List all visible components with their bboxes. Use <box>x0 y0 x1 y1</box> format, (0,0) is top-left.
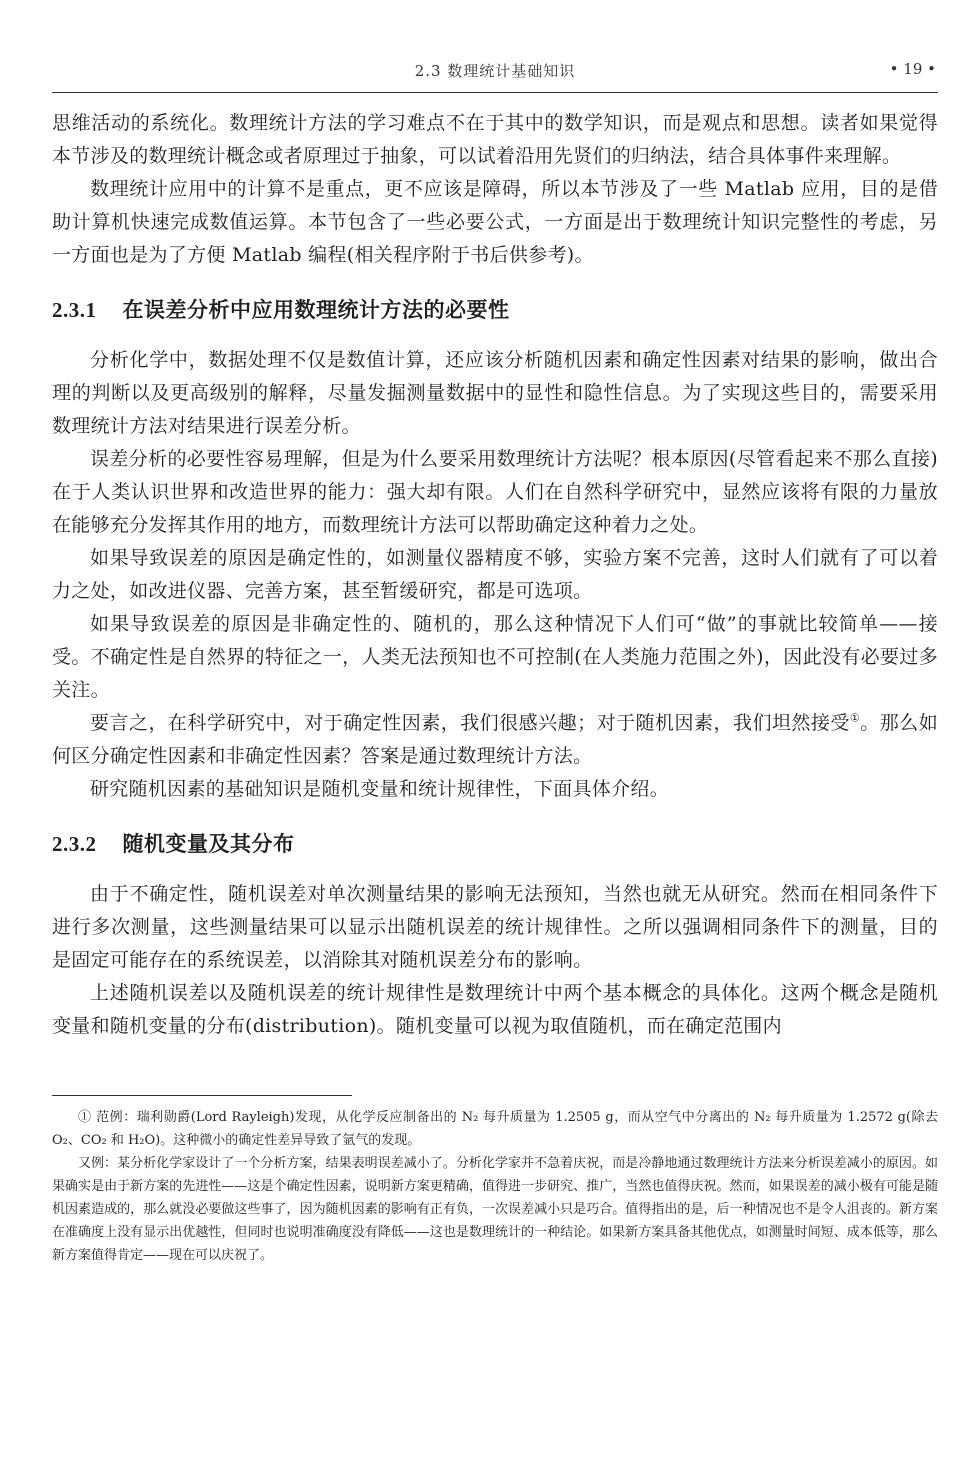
header-section-title: 2.3 数理统计基础知识 <box>414 62 576 80</box>
paragraph: 分析化学中，数据处理不仅是数值计算，还应该分析随机因素和确定性因素对结果的影响，做出合理的判断以及更高级别的解释，尽量发掘测量数据中的显性和隐性信息。为了实现这些目的，需要采用数理统计方法对结果进行误差分析。 <box>52 349 938 437</box>
running-header <box>52 0 938 93</box>
footnotes <box>52 1106 938 1267</box>
paragraph <box>52 707 938 773</box>
footnote-2: 又例：某分析化学家设计了一个分析方案，结果表明误差减小了。分析化学家并不急着庆祝，而是冷静地通过数理统计方法来分析误差减小的原因。如果确实是由于新方案的先进性——这是个确定性因素，说明新方案更精确，值得进一步研究、推广，当然也值得庆祝。然而，如果误差的减小极有可能是随机因素造成的，那么就没必要做这些事了，因为随机因素的影响有正有负，一次误差减小只是巧合。值得指出的是，后一种情况也不是令人沮丧的。新方案在准确度上没有显示出优越性，但同时也说明准确度没有降低——这也是数理统计的一种结论。如果新方案具备其他优点，如测量时间短、成本低等，那么新方案值得肯定——现在可以庆祝了。 <box>52 1156 938 1263</box>
page-body <box>52 93 938 1267</box>
paragraph: 如果导致误差的原因是非确定性的、随机的，那么这种情况下人们可“做”的事就比较简单——接受。不确定性是自然界的特征之一，人类无法预知也不可控制(在人类施力范围之外)，因此没有必要过多关注。 <box>52 613 938 701</box>
intro-paragraph-2: 数理统计应用中的计算不是重点，更不应该是障碍，所以本节涉及了一些 Matlab 应用，目的是借助计算机快速完成数值运算。本节包含了一些必要公式，一方面是出于数理统计知识完整性的考虑，另一方面也是为了方便 Matlab 编程(相关程序附于书后供参考)。 <box>52 178 938 266</box>
intro-paragraph-1: 思维活动的系统化。数理统计方法的学习难点不在于其中的数学知识，而是观点和思想。读者如果觉得本节涉及的数理统计概念或者原理过于抽象，可以试着沿用先贤们的归纳法，结合具体事件来理解。 <box>52 112 938 167</box>
section-title: 随机变量及其分布 <box>122 832 295 856</box>
paragraph: 研究随机因素的基础知识是随机变量和统计规律性，下面具体介绍。 <box>90 778 670 800</box>
footnote-divider <box>52 1095 352 1096</box>
paragraph-text: 。那么如何区分确定性因素和非确定性因素？答案是通过数理统计方法。 <box>52 712 939 767</box>
section-number: 2.3.2 <box>52 832 97 856</box>
footnote-marker[interactable]: ① <box>849 711 861 725</box>
paragraph: 上述随机误差以及随机误差的统计规律性是数理统计中两个基本概念的具体化。这两个概念是随机变量和随机变量的分布(distribution)。随机变量可以视为取值随机，而在确定范围内 <box>52 982 938 1037</box>
paragraph: 如果导致误差的原因是确定性的，如测量仪器精度不够，实验方案不完善，这时人们就有了可以着力之处，如改进仪器、完善方案，甚至暂缓研究，都是可选项。 <box>52 547 938 602</box>
paragraph-text: 要言之，在科学研究中，对于确定性因素，我们很感兴趣；对于随机因素，我们坦然接受 <box>90 712 850 734</box>
footnote-1: ① 范例：瑞利勋爵(Lord Rayleigh)发现，从化学反应制备出的 N₂ 每升质量为 1.2505 g，而从空气中分离出的 N₂ 每升质量为 1.2572 g(除去 O₂、CO₂ 和 H₂O)。这种微小的确定性差异导致了氩气的发现。 <box>52 1110 938 1148</box>
section-number: 2.3.1 <box>52 298 97 322</box>
section-title: 在误差分析中应用数理统计方法的必要性 <box>122 298 510 322</box>
section-heading-2-3-2 <box>52 828 938 858</box>
paragraph: 误差分析的必要性容易理解，但是为什么要采用数理统计方法呢？根本原因(尽管看起来不那么直接)在于人类认识世界和改造世界的能力：强大却有限。人们在自然科学研究中，显然应该将有限的力量放在能够充分发挥其作用的地方，而数理统计方法可以帮助确定这种着力之处。 <box>52 448 938 536</box>
page-number: • 19 • <box>889 60 936 78</box>
section-heading-2-3-1 <box>52 294 938 324</box>
paragraph: 由于不确定性，随机误差对单次测量结果的影响无法预知，当然也就无从研究。然而在相同条件下进行多次测量，这些测量结果可以显示出随机误差的统计规律性。之所以强调相同条件下的测量，目的是固定可能存在的系统误差，以消除其对随机误差分布的影响。 <box>52 883 938 971</box>
